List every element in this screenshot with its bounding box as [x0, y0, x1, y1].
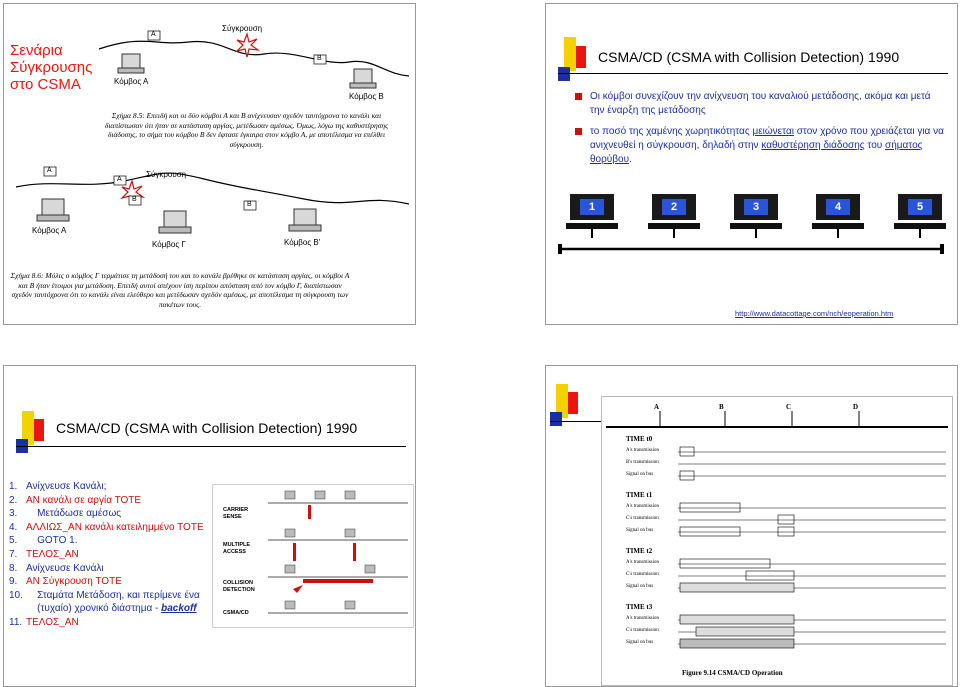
link-b-label-top: B: [317, 55, 322, 62]
label-carrier-sense: CARRIER SENSE: [223, 507, 249, 520]
bottom-network-diagram: [4, 159, 415, 269]
bullet-continuous-sensing: Οι κόμβοι συνεχίζουν την ανίχνευση του καναλιού μετάδοσης, ακόμα και μετά την έναρξη της μετάδοσης: [590, 90, 945, 118]
title-decoration-red-3: [34, 419, 44, 441]
station-b-label: B: [719, 403, 724, 411]
step-3: 3. Μετάδωσε αμέσως: [9, 508, 122, 520]
t3-row-2: C's transmission: [626, 628, 659, 633]
operation-figure: [601, 396, 953, 686]
t1-row-3: Signal on bus: [626, 528, 654, 533]
node-b-computer-top: [354, 69, 372, 83]
node-a-label-top: Κόμβος Α: [114, 77, 149, 86]
slide-csma-cd-operation: [545, 365, 958, 687]
step-11: 11. ΤΕΛΟΣ_ΑΝ: [9, 617, 79, 628]
t3-row-3: Signal on bus: [626, 640, 654, 645]
t3-row-1: A's transmission: [626, 616, 659, 621]
step-1: 1. Ανίχνευσε Κανάλι;: [9, 481, 107, 492]
link-a2-label-bottom: A: [117, 176, 122, 183]
time-panel-t0: [606, 435, 948, 489]
station-4: [812, 194, 864, 238]
figure-8-6-caption: Σχήμα 8.6: Μόλις ο κόμβος Γ τερμάτισε τη μετάδοσή του και το κανάλι βρέθηκε σε κατάσταση αργίας, οι κόμβοι Α και Β ήταν έτοιμοι για μετάδοση. Επειδή αυτοί απέχουν ίση περίπου απόσταση από τον κόμβο Γ, διαπίστωσαν σχεδόν ταυτόχρονα ότι το κανάλι είναι ελεύθερο και μετέδωσαν σχεδόν αμέσως, με αποτέλεσμα τη σύγκρουση των πακέτων τους.: [10, 271, 350, 309]
title-decoration-blue: [558, 67, 570, 81]
t1-timelines: [606, 491, 948, 545]
t2-row-3: Signal on bus: [626, 584, 654, 589]
station-a-label: A: [654, 403, 660, 411]
step-8: 8. Ανίχνευσε Κανάλι: [9, 562, 104, 574]
slide2-title: CSMA/CD (CSMA with Collision Detection) 1990: [598, 49, 900, 65]
step-4: 4. ΑΛΛΙΩΣ_ΑΝ κανάλι κατειλημμένο ΤΟΤΕ: [9, 521, 204, 533]
slide-csma-cd-algorithm: [3, 365, 416, 687]
station-2-number: 2: [662, 199, 686, 215]
backoff-term: backoff: [161, 603, 197, 615]
bullet2-text-b: στον χρόνο που χρειάζεται για να ανιχνευθεί η σύγκρουση, δηλαδή στην: [590, 126, 944, 151]
t2-row-1: A's transmission: [626, 560, 659, 565]
label-collision-detection: COLLISION DETECTION: [223, 580, 255, 593]
link-a1-label-bottom: A: [47, 167, 52, 174]
step-5: 5. GOTO 1.: [9, 535, 78, 547]
station-c-label: C: [786, 403, 792, 411]
bullet2-underline-reduced: μειώνεται: [752, 126, 794, 137]
time-t0-label: TIME t0: [626, 435, 653, 443]
station-5: [894, 194, 946, 238]
time-panel-t2: [606, 547, 948, 601]
station-4-number: 4: [826, 199, 850, 215]
bullet2-underline-delay: καθυστέρηση διάδοσης: [761, 140, 865, 151]
step-7: 7. ΤΕΛΟΣ_ΑΝ: [9, 549, 79, 560]
station-3-number: 3: [744, 199, 768, 215]
label-multiple-access: MULTIPLE ACCESS: [223, 542, 251, 555]
algorithm-steps: [9, 480, 219, 630]
t1-row-2: C's transmission: [626, 516, 659, 521]
link-b1-label-bottom: B: [132, 196, 137, 203]
station-1: [566, 194, 618, 238]
title-decoration-yellow: [564, 37, 576, 71]
bullet2-text-c: του: [864, 140, 886, 151]
node-a-label-bottom: Κόμβος Α: [32, 226, 67, 235]
step-10: 10. Σταμάτα Μετάδοση, και περίμενε ένα: [9, 589, 200, 601]
link-b2-label-bottom: B: [247, 201, 252, 208]
link-a-label-top: A: [151, 31, 156, 38]
time-panel-t1: [606, 491, 948, 545]
station-3: [730, 194, 782, 238]
slide-collision-scenarios: [3, 3, 416, 325]
t2-timelines: [606, 547, 948, 601]
csma-cd-figure: [212, 484, 414, 628]
bullet2-text-d: .: [629, 154, 632, 165]
station-1-number: 1: [580, 199, 604, 215]
step-2: 2. ΑΝ κανάλι σε αργία ΤΟΤΕ: [9, 494, 142, 506]
title-decoration-red-4: [568, 392, 578, 414]
label-csma-cd: CSMA/CD: [223, 610, 249, 616]
bullet2-underline-noise: σήματος θορύβου: [590, 140, 923, 165]
node-b-computer-bottom: [294, 209, 316, 225]
title-underline-3: [16, 446, 406, 447]
station-d-label: D: [853, 403, 859, 411]
node-b-label-top: Κόμβος Β: [349, 92, 384, 101]
title-underline: [558, 73, 948, 74]
t1-row-1: A's transmission: [626, 504, 659, 509]
t3-timelines: [606, 603, 948, 657]
t0-row-2: B's transmission: [626, 460, 659, 465]
slide-csma-cd-definition: [545, 3, 958, 325]
collision-label-bottom: Σύγκρουση: [146, 170, 187, 179]
time-t2-label: TIME t2: [626, 547, 653, 555]
time-panel-t3: [606, 603, 948, 657]
bullet2-text-a: το ποσό της χαμένης χωρητικότητας: [590, 126, 753, 137]
station-2: [648, 194, 700, 238]
bottom-bus-cable: [16, 173, 409, 204]
figure-8-5-caption: Σχήμα 8.5: Επειδή και οι δύο κόμβοι Α και Β ανίχνευσαν σχεδόν ταυτόχρονα το κανάλι και διαπίστωσαν ότι ήταν σε κατάσταση αργίας, μετέδωσαν αμέσως. Όμως, λόγω της καθυστέρησης διάδοσης, το σήμα του κόμβου Β δεν έφτασε έγκαιρα στον κόμβο Α, με αποτέλεσμα να επέλθει σύγκρουση.: [104, 111, 389, 149]
node-g-computer-bottom: [164, 211, 186, 227]
station-5-number: 5: [908, 199, 932, 215]
title-decoration-red: [576, 46, 586, 68]
node-a-computer-bottom: [42, 199, 64, 215]
t0-row-1: A's transmission: [626, 448, 659, 453]
node-a-computer-top: [122, 54, 140, 68]
time-t3-label: TIME t3: [626, 603, 653, 611]
t2-row-2: C's transmission: [626, 572, 659, 577]
step-10-cont: (τυχαίο) χρονικό διάστημα - backoff: [26, 603, 197, 615]
bullet-capacity-loss: [590, 125, 945, 167]
step-9: 9. ΑΝ Σύγκρουση ΤΟΤΕ: [9, 576, 122, 588]
source-link[interactable]: http://www.datacottage.com/nch/eoperation.htm: [735, 309, 894, 318]
node-g-label-bottom: Κόμβος Γ: [152, 240, 186, 249]
t0-timelines: [606, 435, 948, 489]
time-t1-label: TIME t1: [626, 491, 653, 499]
collision-label-top: Σύγκρουση: [222, 24, 263, 33]
figure-9-14-caption: Figure 9.14 CSMA/CD Operation: [682, 669, 783, 677]
t0-row-3: Signal on bus: [626, 472, 654, 477]
node-b-label-bottom: Κόμβος Β': [284, 238, 321, 247]
slide3-title: CSMA/CD (CSMA with Collision Detection) 1990: [56, 420, 358, 436]
slide1-title: Σενάρια Σύγκρουσης στο CSMA: [10, 42, 93, 93]
collision-star-top: [237, 34, 258, 57]
title-decoration-blue-4: [550, 412, 562, 426]
